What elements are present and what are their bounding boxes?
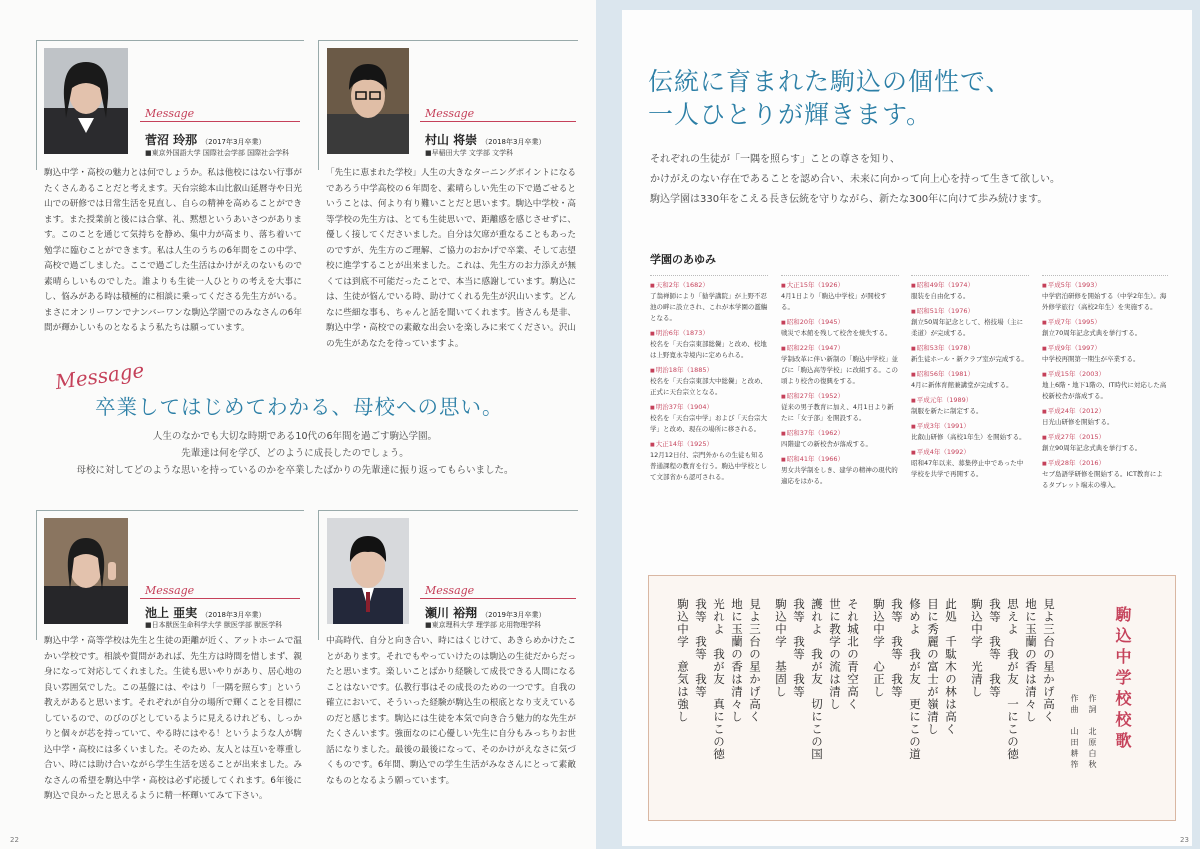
- timeline-era: ■ 大正15年（1926）: [781, 280, 899, 289]
- song-line: 見よ三台の星かげ高く: [1042, 598, 1056, 723]
- timeline-column-3: [911, 275, 1029, 567]
- timeline-event: 新生徒ホール・新クラブ室が完成する。: [911, 355, 1028, 363]
- timeline-era: ■ 平成4年（1992）: [911, 447, 1029, 456]
- timeline-event: 昭和47年以来、募集停止中であった中学校を共学で再開する。: [911, 459, 1024, 478]
- timeline-era: ■ 昭和49年（1974）: [911, 280, 1029, 289]
- message-underline-3: [140, 598, 300, 599]
- right-intro: [650, 150, 1060, 210]
- timeline-event: 四階建ての新校舎が落成する。: [781, 440, 872, 448]
- timeline-event: 日光山研修を開始する。: [1042, 418, 1114, 426]
- timeline-event: 4月に新体育館兼講堂が完成する。: [911, 381, 1013, 389]
- feature-intro: [60, 428, 530, 479]
- timeline-event: 校名を「天台宗東部総黌」と改め、校地は上野寛永寺境内に定められる。: [650, 340, 767, 359]
- timeline-event: 制服を新たに制定する。: [911, 407, 983, 415]
- timeline-column-1: [650, 275, 768, 567]
- page-number-left: 22: [10, 836, 19, 844]
- song-line: 駒込中学 意気は強し: [676, 598, 690, 723]
- timeline-era: ■ 平成3年（1991）: [911, 421, 1029, 430]
- timeline-era: ■ 平成27年（2015）: [1042, 432, 1168, 441]
- song-line: 地に玉蘭の香は清々し: [730, 598, 744, 723]
- timeline-era: ■ 昭和41年（1966）: [781, 454, 899, 463]
- timeline-event: 12月12日付、宗門外からの生徒も知る普通課程の教育を行う。駒込中学校として文部省から認可される。: [650, 451, 767, 481]
- school-song-title: 駒込中学校校歌: [1113, 606, 1132, 753]
- song-line: 光れよ 我が友 真にこの徳: [712, 598, 726, 761]
- timeline-event: 男女共学制をしき、建学の精神の現代的適応をはかる。: [781, 466, 898, 485]
- message-underline-1: [140, 121, 300, 122]
- right-headline-line-1: 伝統に育まれた駒込の個性で、: [648, 67, 1012, 96]
- timeline-era: ■ 天和2年（1682）: [650, 280, 768, 289]
- profile-school-3: ■日本獣医生命科学大学 獣医学部 獣医学科: [145, 621, 283, 629]
- left-page: [0, 0, 596, 849]
- profile-name-2: 村山 将崇 （2018年3月卒業）: [425, 133, 546, 147]
- feature-headline: 卒業してはじめてわかる、母校への思い。: [95, 395, 504, 419]
- timeline-era: ■ 平成元年（1989）: [911, 395, 1029, 404]
- timeline-event: 校名を「天台宗中学」および「天台宗大学」と改め、現在の場所に移される。: [650, 414, 767, 433]
- timeline-era: ■ 昭和53年（1978）: [911, 343, 1029, 352]
- profile-name-4: 瀬川 裕翔 （2019年3月卒業）: [425, 606, 546, 620]
- timeline-era: ■ 昭和20年（1945）: [781, 317, 899, 326]
- profile-message-4: 中高時代、自分と向き合い、時にはくじけて、あきらめかけたことがあります。それでもやっていけたのは駒込の生徒だからだったと思います。楽しいことばかり経験して成長できる人間になることはないです。仏教行事はその成長のための一つです。自我の確立において、そういった経験が駒込生の根底となり支えているのだと感じます。駒込には生徒を本気で向き合う魅力的な先生がたくさんいます。強面なのに心優しい先生に自分もみっちりお世話になりました。最後の最後になって、そのかけがえなさに気づくものです。6年間、駒込での学生生活がみなさんにとって素敵なものとなるよう願っています。: [326, 636, 576, 786]
- timeline-column-2: [781, 275, 899, 567]
- profile-name-1: 菅沼 玲那 （2017年3月卒業）: [145, 133, 266, 147]
- right-intro-line-2: かけがえのない存在であることを認め合い、未来に向かって向上心を持って生きて欲しい。: [650, 174, 1060, 185]
- song-line: 我等 我等 我等: [792, 598, 806, 698]
- timeline-era: ■ 昭和51年（1976）: [911, 306, 1029, 315]
- timeline-era: ■ 昭和56年（1981）: [911, 369, 1029, 378]
- timeline-era: ■ 明治18年（1885）: [650, 365, 768, 374]
- song-line: 世に教学の流は清し: [828, 598, 842, 711]
- message-underline-2: [420, 121, 576, 122]
- profile-message-3: 駒込中学・高等学校は先生と生徒の距離が近く、アットホームで温かい学校です。相談や質問があれば、先生方は時間を惜しまず、親身になって対応してくれました。生徒も思いやりがあり、居心地の良い雰囲気でした。この基盤には、やはり「一隅を照らす」という教えがあると思います。それぞれが自分の場所で輝くことを目標にしているので、のびのびとしているように見えるけれども、しっかりと個々が芯を持っていて、やる時にはやる！というような人が駒込中学・高校には多くいました。そのため、友人とは互いを尊重し合い、時には助け合いながら学生生活を送ることが出来ました。みなさんの希望を駒込中学・高校は必ず応援してくれます。6年後に駒込で良かったと思えるように精一杯輝いてみて下さい。: [44, 636, 302, 801]
- message-script-4: Message: [425, 584, 475, 597]
- timeline-era: ■ 昭和37年（1962）: [781, 428, 899, 437]
- song-line: 修めよ 我が友 更にこの道: [908, 598, 922, 761]
- song-line: 我等 我等 我等: [890, 598, 904, 698]
- school-song-lyricist: 作詞 北原白秋: [1088, 694, 1097, 771]
- timeline-event: 創立70周年記念式典を挙行する。: [1042, 329, 1142, 337]
- song-line: 目に秀麗の富士が嶺清し: [926, 598, 940, 736]
- timeline-event: セブ島語学研修を開始する。ICT教育によるタブレット端末の導入。: [1042, 470, 1163, 489]
- timeline-event: 学制改革に伴い新制の「駒込中学校」並びに「駒込高等学校」に改組する。この頃より校舎の復興をする。: [781, 355, 898, 385]
- profile-name-3: 池上 亜実 （2018年3月卒業）: [145, 606, 266, 620]
- timeline-event: 比叡山研修（高校1年生）を開始する。: [911, 433, 1026, 441]
- timeline-event: 了翁禅師により「勧学講院」が上野不忍池の畔に設立され、これが本学園の濫觴となる。: [650, 292, 768, 322]
- timeline-era: ■ 平成15年（2003）: [1042, 369, 1168, 378]
- profile-school-2: ■早稲田大学 文学部 文学科: [425, 149, 514, 157]
- right-intro-line-3: 駒込学園は330年をこえる長き伝統を守りながら、新たな300年に向けて歩み続けます。: [650, 194, 1048, 205]
- feature-message-script: Message: [53, 357, 146, 395]
- timeline-event: 服装を自由化する。: [911, 292, 970, 300]
- message-script-3: Message: [145, 584, 195, 597]
- right-intro-line-1: それぞれの生徒が「一隅を照らす」ことの尊さを知り、: [650, 154, 900, 165]
- feature-intro-line-1: 人生のなかでも大切な時期である10代の6年間を過ごす駒込学園。: [152, 431, 438, 442]
- timeline-era: ■ 平成7年（1995）: [1042, 317, 1168, 326]
- timeline-era: ■ 平成24年（2012）: [1042, 406, 1168, 415]
- profile-photo-3: [44, 518, 128, 624]
- song-line: 駒込中学 基固し: [774, 598, 788, 698]
- song-line: 地に玉蘭の香は清々し: [1024, 598, 1038, 723]
- song-line: 駒込中学 心正し: [872, 598, 886, 698]
- timeline-event: 中学宿泊研修を開始する（中学2年生）。海外修学旅行（高校2年生）を実施する。: [1042, 292, 1167, 311]
- profile-photo-2: [327, 48, 409, 154]
- timeline-event: 校名を「天台宗東部大中総黌」と改め、正式に天台宗立となる。: [650, 377, 767, 396]
- timeline-era: ■ 大正14年（1925）: [650, 439, 768, 448]
- song-line: それ城北の青空高く: [846, 598, 860, 711]
- timeline-era: ■ 平成28年（2016）: [1042, 458, 1168, 467]
- profile-message-2: 「先生に恵まれた学校」人生の大きなターニングポイントになるであろう中学高校の６年間を、素晴らしい先生の下で過ごせるということは、何より有り難いことだと思います。駒込中学校・高等学校の先生方は、とても生徒思いで、距離感を感じさせずに、優しく接してくださいました。自分は欠席が重なることもあったのですが、先生方のご理解、ご協力のおかげで卒業、そして志望校に進学することが出来ました。これは、先生方のお力添えが無くては到底不可能だったことで、本当に感謝しています。駒込には、生徒が悩んでいる時、助けてくれる先生が沢山います。どんなに些細な事も、ちゃんと話を聞いてくれます。皆さんも是非、駒込中学・高校での素敵な出会いを楽しみに来てください。沢山の先生があなたを待っていますよ。: [326, 168, 576, 349]
- feature-intro-line-2: 先輩達は何を学び、どのように成長したのでしょう。: [181, 448, 409, 459]
- profile-message-1: 駒込中学・高校の魅力とは何でしょうか。私は他校にはない行事がたくさんあることだと考えます。天台宗総本山比叡山延暦寺や日光山での研修では日常生活を見直し、自らの精神を高めることができます。また授業前と後には合掌、礼、黙想というあいさつがあります。このことを通じて気持ちを静め、集中力が高まり、落ち着いて勉学に臨むことができます。私は人生のうちの6年間をこの中学、高校で過ごしました。ここで過ごした生活はかけがえのないもので素晴らしいものでした。誰よりも生徒一人ひとりの考えを大事にし、悩みがある時は積極的に相談に乗ってくださる先生方がいる。まさにオンリーワンでナンバーワンな駒込学園でのみなさんの6年間が輝かしいものとなるよう私たちは願っています。: [44, 168, 302, 333]
- timeline-event: 戦災で本館を残して校舎を焼失する。: [781, 329, 892, 337]
- right-headline-line-2: 一人ひとりが輝きます。: [648, 100, 933, 129]
- timeline-event: 4月1日より「駒込中学校」が開校する。: [781, 292, 887, 311]
- message-script-1: Message: [145, 107, 195, 120]
- timeline-era: ■ 明治37年（1904）: [650, 402, 768, 411]
- song-line: 思えよ 我が友 一にこの徳: [1006, 598, 1020, 761]
- school-song-box: [648, 575, 1176, 821]
- song-line: 此処 千駄木の林は高く: [944, 598, 958, 736]
- timeline-event: 創立50周年記念として、格技場（主に柔道）が完成する。: [911, 318, 1024, 337]
- song-line: 我等 我等 我等: [694, 598, 708, 698]
- song-line: 駒込中学 光清し: [970, 598, 984, 698]
- timeline-event: 中学校再開第一期生が卒業する。: [1042, 355, 1140, 363]
- page-number-right: 23: [1180, 836, 1189, 844]
- timeline-era: ■ 平成9年（1997）: [1042, 343, 1168, 352]
- feature-intro-line-3: 母校に対してどのような思いを持っているのかを卒業したばかりの先輩達に振り返ってもらいました。: [76, 465, 514, 476]
- timeline-event: 従来の男子教育に加え、4月1日より新たに「女子部」を開設する。: [781, 403, 894, 422]
- timeline-era: ■ 昭和22年（1947）: [781, 343, 899, 352]
- school-song-composer: 作曲 山田耕筰: [1070, 694, 1079, 771]
- song-line: 見よ三台の星かげ高く: [748, 598, 762, 723]
- message-script-2: Message: [425, 107, 475, 120]
- profile-school-1: ■東京外国語大学 国際社会学部 国際社会学科: [145, 149, 290, 157]
- profile-photo-1: [44, 48, 128, 154]
- timeline-era: ■ 昭和27年（1952）: [781, 391, 899, 400]
- message-underline-4: [420, 598, 576, 599]
- timeline-era: ■ 平成5年（1993）: [1042, 280, 1168, 289]
- song-line: 我等 我等 我等: [988, 598, 1002, 698]
- history-title: 学園のあゆみ: [650, 253, 716, 266]
- timeline-column-4: [1042, 275, 1168, 567]
- profile-school-4: ■東京理科大学 理学部 応用物理学科: [425, 621, 542, 629]
- timeline-era: ■ 明治6年（1873）: [650, 328, 768, 337]
- profile-photo-4: [327, 518, 409, 624]
- song-line: 護れよ 我が友 切にこの国: [810, 598, 824, 761]
- timeline-event: 地上6階・地下1階の、IT時代に対応した高校新校舎が落成する。: [1042, 381, 1167, 400]
- timeline-event: 創立90周年記念式典を挙行する。: [1042, 444, 1142, 452]
